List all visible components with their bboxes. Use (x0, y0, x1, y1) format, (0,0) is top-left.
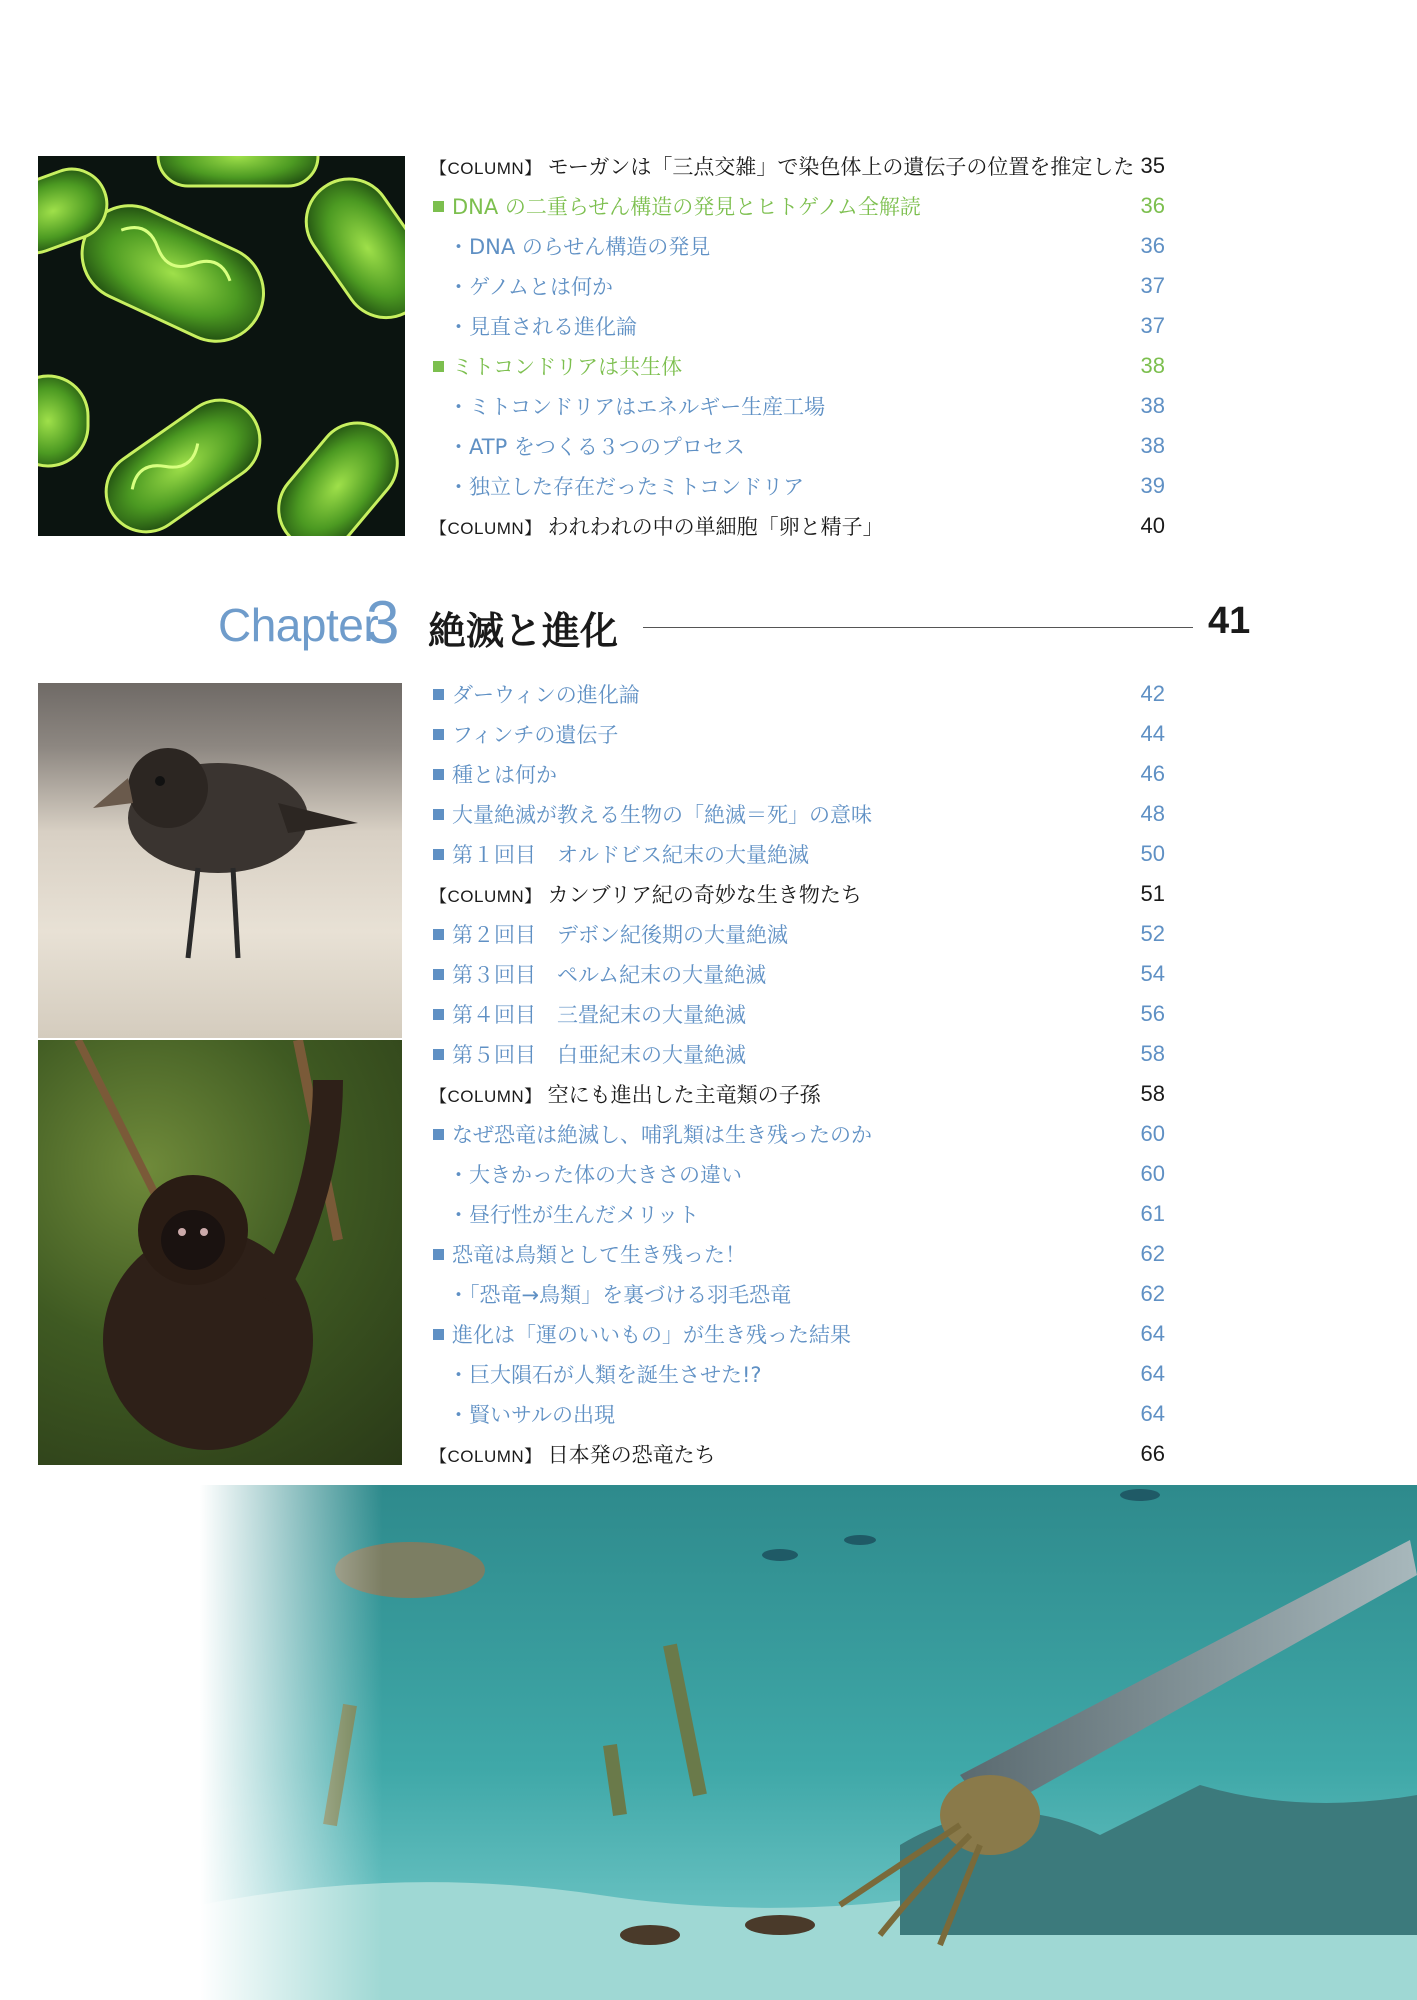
finch-photo (38, 683, 402, 1038)
toc-title: ・DNA のらせん構造の発見 (448, 235, 711, 259)
column-tag: 【COLUMN】 (430, 886, 542, 906)
gibbon-photo (38, 1040, 402, 1465)
column-tag: 【COLUMN】 (430, 158, 542, 178)
toc-row-sub[interactable] (430, 466, 1165, 506)
toc-title: 進化は「運のいいもの」が生き残った結果 (452, 1323, 851, 1347)
toc-page: 60 (1140, 1121, 1165, 1146)
toc-title: われわれの中の単細胞「卵と精子」 (547, 515, 884, 539)
toc-row-heading[interactable] (430, 834, 1165, 874)
toc-row-column[interactable] (430, 146, 1165, 186)
toc-page: 46 (1140, 761, 1165, 786)
toc-page: 51 (1140, 881, 1165, 906)
toc-row-sub[interactable] (430, 426, 1165, 466)
toc-row-heading[interactable] (430, 1034, 1165, 1074)
square-bullet-icon (433, 1129, 444, 1140)
square-bullet-icon (433, 809, 444, 820)
chapter-heading[interactable] (218, 589, 1251, 660)
toc-title: 第４回目 三畳紀末の大量絶滅 (452, 1003, 746, 1027)
toc-row-heading[interactable] (430, 1114, 1165, 1154)
chapter-divider-line (643, 627, 1193, 628)
toc-page: 40 (1140, 513, 1165, 538)
toc-title: カンブリア紀の奇妙な生き物たち (547, 883, 862, 907)
toc-title: ・巨大隕石が人類を誕生させた!? (448, 1363, 762, 1387)
toc-page: 37 (1140, 313, 1165, 338)
toc-page: 60 (1140, 1161, 1165, 1186)
toc-title: ・ゲノムとは何か (448, 275, 614, 299)
toc-row-sub[interactable] (430, 1394, 1165, 1434)
column-tag: 【COLUMN】 (430, 1086, 542, 1106)
toc-page: 54 (1140, 961, 1165, 986)
toc-title: 第１回目 オルドビス紀末の大量絶滅 (452, 843, 809, 867)
toc-title: 第３回目 ペルム紀末の大量絶滅 (452, 963, 767, 987)
toc-row-sub[interactable] (430, 266, 1165, 306)
toc-row-heading[interactable] (430, 346, 1165, 386)
toc-row-sub[interactable] (430, 1274, 1165, 1314)
toc-row-heading[interactable] (430, 1234, 1165, 1274)
toc-row-heading[interactable] (430, 1314, 1165, 1354)
toc-page: 62 (1140, 1241, 1165, 1266)
square-bullet-icon (433, 1049, 444, 1060)
square-bullet-icon (433, 689, 444, 700)
toc-title: 空にも進出した主竜類の子孫 (547, 1083, 821, 1107)
toc-page: 61 (1140, 1201, 1165, 1226)
toc-title: ・独立した存在だったミトコンドリア (448, 475, 805, 499)
toc-row-column[interactable] (430, 1434, 1165, 1474)
toc-page: 36 (1140, 193, 1165, 218)
toc-title: ・「恐竜→鳥類」を裏づける羽毛恐竜 (448, 1283, 792, 1307)
toc-page: 38 (1140, 433, 1165, 458)
toc-section-2 (430, 674, 1165, 1474)
toc-title: なぜ恐竜は絶滅し、哺乳類は生き残ったのか (452, 1123, 872, 1147)
chapter-number: 3 (366, 589, 400, 656)
chapter-page: 41 (1208, 600, 1251, 642)
toc-title: ・見直される進化論 (448, 315, 637, 339)
toc-page: 38 (1140, 393, 1165, 418)
toc-row-heading[interactable] (430, 994, 1165, 1034)
toc-page: 37 (1140, 273, 1165, 298)
toc-row-heading[interactable] (430, 954, 1165, 994)
toc-page: 50 (1140, 841, 1165, 866)
toc-page: 64 (1140, 1361, 1165, 1386)
toc-title: ミトコンドリアは共生体 (452, 355, 683, 379)
toc-page: 52 (1140, 921, 1165, 946)
toc-row-sub[interactable] (430, 306, 1165, 346)
toc-page: 36 (1140, 233, 1165, 258)
toc-row-sub[interactable] (430, 226, 1165, 266)
underwater-illustration (200, 1485, 1417, 2000)
chapter-title: 絶滅と進化 (428, 609, 619, 653)
toc-title: ・ATP をつくる３つのプロセス (448, 435, 745, 459)
toc-title: モーガンは「三点交雑」で染色体上の遺伝子の位置を推定した (547, 155, 1135, 179)
toc-title: 第２回目 デボン紀後期の大量絶滅 (452, 923, 788, 947)
toc-title: 種とは何か (452, 763, 557, 787)
square-bullet-icon (433, 1009, 444, 1020)
toc-row-sub[interactable] (430, 1354, 1165, 1394)
mitochondria-photo (38, 156, 405, 536)
column-tag: 【COLUMN】 (430, 1446, 542, 1466)
square-bullet-icon (433, 361, 444, 372)
toc-title: 日本発の恐竜たち (547, 1443, 716, 1467)
square-bullet-icon (433, 1329, 444, 1340)
toc-title: 第５回目 白亜紀末の大量絶滅 (452, 1043, 746, 1067)
toc-row-sub[interactable] (430, 1194, 1165, 1234)
toc-row-heading[interactable] (430, 674, 1165, 714)
toc-page: 48 (1140, 801, 1165, 826)
toc-row-column[interactable] (430, 1074, 1165, 1114)
square-bullet-icon (433, 1249, 444, 1260)
toc-row-heading[interactable] (430, 794, 1165, 834)
toc-title: ・昼行性が生んだメリット (448, 1203, 700, 1227)
column-tag: 【COLUMN】 (430, 518, 542, 538)
toc-row-heading[interactable] (430, 914, 1165, 954)
toc-page: 44 (1140, 721, 1165, 746)
toc-page: 39 (1140, 473, 1165, 498)
toc-title: フィンチの遺伝子 (452, 723, 619, 747)
toc-page: 58 (1140, 1081, 1165, 1106)
toc-page: 64 (1140, 1401, 1165, 1426)
toc-page: 35 (1140, 153, 1165, 178)
toc-title: ・大きかった体の大きさの違い (448, 1163, 742, 1187)
toc-row-sub[interactable] (430, 1154, 1165, 1194)
toc-page: 58 (1140, 1041, 1165, 1066)
toc-title: DNA の二重らせん構造の発見とヒトゲノム全解読 (452, 195, 921, 219)
toc-title: 恐竜は鳥類として生き残った！ (452, 1243, 746, 1267)
toc-page: 42 (1140, 681, 1165, 706)
toc-page: 62 (1140, 1281, 1165, 1306)
toc-page: 66 (1140, 1441, 1165, 1466)
toc-title: ・賢いサルの出現 (448, 1403, 615, 1427)
toc-title: ダーウィンの進化論 (452, 683, 640, 707)
toc-row-heading[interactable] (430, 754, 1165, 794)
toc-row-heading[interactable] (430, 714, 1165, 754)
chapter-label: Chapter (218, 599, 379, 651)
toc-title: 大量絶滅が教える生物の「絶滅＝死」の意味 (452, 803, 872, 827)
square-bullet-icon (433, 969, 444, 980)
toc-page: 64 (1140, 1321, 1165, 1346)
toc-section-1 (430, 146, 1165, 546)
square-bullet-icon (433, 929, 444, 940)
toc-title: ・ミトコンドリアはエネルギー生産工場 (448, 395, 826, 419)
toc-row-heading[interactable] (430, 186, 1165, 226)
toc-row-column[interactable] (430, 874, 1165, 914)
toc-row-column[interactable] (430, 506, 1165, 546)
square-bullet-icon (433, 201, 444, 212)
square-bullet-icon (433, 849, 444, 860)
square-bullet-icon (433, 729, 444, 740)
toc-page: 56 (1140, 1001, 1165, 1026)
square-bullet-icon (433, 769, 444, 780)
toc-row-sub[interactable] (430, 386, 1165, 426)
toc-page: 38 (1140, 353, 1165, 378)
